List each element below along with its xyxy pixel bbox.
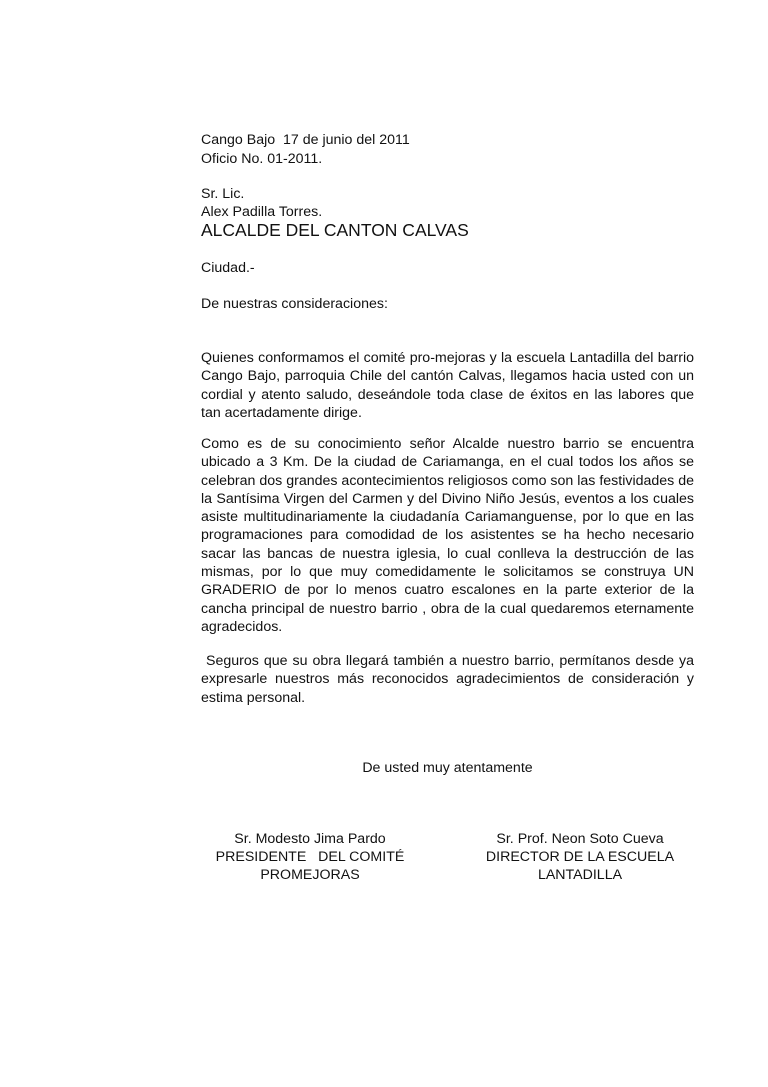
body-paragraph-2: Como es de su conocimiento señor Alcalde nuestro barrio se encuentra ubicado a 3 Km. De la ciudad de Cariamanga, en el cual todos los años se celebran dos grandes acontecimientos religiosos como son las festividades de la Santísima Virgen del Carmen y del Divino Niño Jesús, eventos a los cuales asiste multitudinariamente la ciudadanía Cariamanguense, por lo que en las programaciones para comodidad de los asistentes se ha hecho necesario sacar las bancas de nuestra iglesia, lo cual conlleva la destrucción de las mismas, por lo que muy comedidamente le solicitamos se construya UN GRADERIO de por lo menos cuatro escalones en la parte exterior de la cancha principal de nuestro barrio , obra de la cual quedaremos eternamente agradecidos. bbox=[201, 436, 694, 635]
greeting: De nuestras consideraciones: bbox=[201, 296, 388, 312]
recipient-position: ALCALDE DEL CANTON CALVAS bbox=[201, 220, 469, 240]
signature-right bbox=[455, 830, 705, 884]
recipient-title: Sr. Lic. bbox=[201, 186, 245, 202]
signature-left-role: PRESIDENTE DEL COMITÉ bbox=[215, 849, 405, 865]
signature-left-role-2: PROMEJORAS bbox=[260, 867, 360, 883]
place-date: Cango Bajo 17 de junio del 2011 bbox=[201, 132, 410, 148]
signature-left-name: Sr. Modesto Jima Pardo bbox=[234, 831, 386, 847]
recipient-name: Alex Padilla Torres. bbox=[201, 204, 323, 220]
recipient-city: Ciudad.- bbox=[201, 260, 255, 276]
closing-line: De usted muy atentamente bbox=[362, 760, 533, 776]
body-paragraph-3: Seguros que su obra llegará también a nuestro barrio, permítanos desde ya expresarle nuestros más reconocidos agradecimientos de consideración y estima personal. bbox=[201, 653, 698, 706]
signature-right-role-2: LANTADILLA bbox=[537, 867, 623, 883]
signature-left bbox=[190, 830, 430, 884]
body-paragraph-1: Quienes conformamos el comité pro-mejoras y la escuela Lantadilla del barrio Cango Bajo, parroquia Chile del cantón Calvas, llegamos hacia usted con un cordial y atento saludo, deseándole toda clase de éxitos en las labores que tan acertadamente dirige. bbox=[201, 350, 694, 421]
oficio-number: Oficio No. 01-2011. bbox=[201, 151, 323, 167]
signature-right-role: DIRECTOR DE LA ESCUELA bbox=[485, 849, 675, 865]
signature-right-name: Sr. Prof. Neon Soto Cueva bbox=[496, 831, 664, 847]
